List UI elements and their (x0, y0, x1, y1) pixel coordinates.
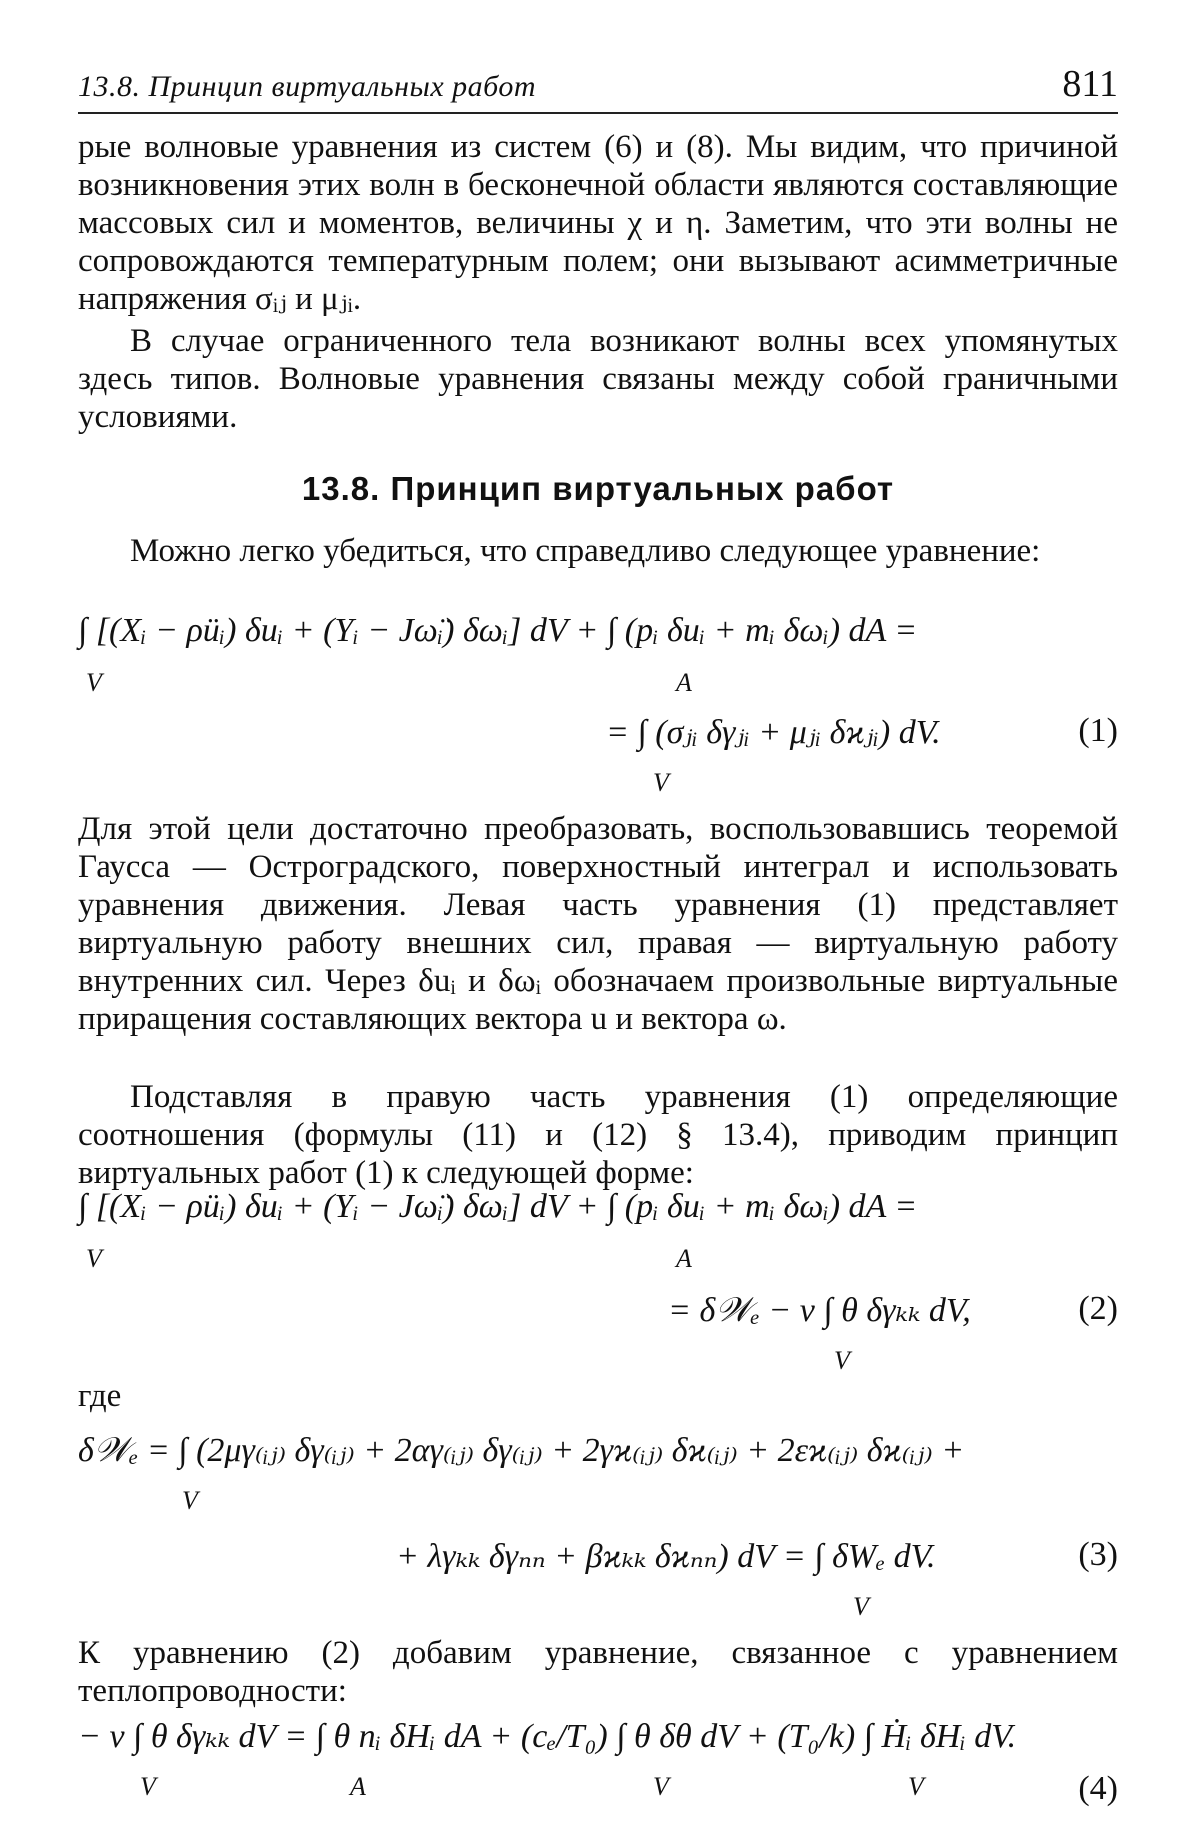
integral-limit: A (350, 1772, 366, 1801)
integral-limit: V (908, 1772, 924, 1801)
section-title: 13.8. Принцип виртуальных работ (301, 470, 895, 507)
paragraph-gauss-theorem (78, 810, 1118, 1038)
equation-number: (2) (1078, 1290, 1118, 1327)
integral-limit: V (86, 1244, 102, 1273)
book-page (78, 0, 1118, 1844)
equation-4: − ν ∫ θ δγₖₖ dV = ∫ θ nᵢ δHᵢ dA + (cₑ/T₀) ∫ θ δθ dV + (T₀/k) ∫ Ḣᵢ δHᵢ dV. (78, 1718, 1017, 1755)
paragraph-text: рые волновые уравнения из систем (6) и (8). Мы видим, что причиной возникновения этих волн в бесконечной области являются составляющие массовых сил и моментов, величины χ и η. Заметим, что эти волны не сопровождаются температурным полем; они вызывают асимметричные напряжения σᵢⱼ и μⱼᵢ. (78, 129, 1118, 317)
paragraph-substitution (78, 1078, 1118, 1192)
equation-number: (3) (1078, 1536, 1118, 1573)
page-header (78, 62, 1118, 114)
running-title: 13.8. Принцип виртуальных работ (78, 70, 537, 103)
integral-limit: V (86, 668, 102, 697)
paragraph-text: К уравнению (2) добавим уравнение, связанное с уравнением теплопроводности: (78, 1635, 1118, 1709)
integral-limit: V (653, 1772, 669, 1801)
paragraph-intro-eq1 (78, 532, 1118, 570)
equation-3-line-2: + λγₖₖ δγₙₙ + βϰₖₖ δϰₙₙ) dV = ∫ δWₑ dV. (396, 1538, 936, 1575)
integral-limit: V (182, 1486, 198, 1515)
equation-number: (1) (1078, 712, 1118, 749)
equation-1-line-2: = ∫ (σⱼᵢ δγⱼᵢ + μⱼᵢ δϰⱼᵢ) dV. (606, 714, 941, 751)
integral-limit: A (676, 1244, 692, 1273)
integral-limit: V (834, 1346, 850, 1375)
word-where: где (78, 1378, 122, 1414)
paragraph-heat-equation (78, 1634, 1118, 1710)
paragraph-text: Можно легко убедиться, что справедливо следующее уравнение: (130, 533, 1041, 569)
paragraph-bounded-body (78, 322, 1118, 436)
equation-1-line-1: ∫ [(Xᵢ − ρüᵢ) δuᵢ + (Yᵢ − Jω̈ᵢ) δωᵢ] dV + ∫ (pᵢ δuᵢ + mᵢ δωᵢ) dA = (78, 612, 918, 649)
equation-3-line-1: δ𝒲ₑ = ∫ (2μγ₍ᵢⱼ₎ δγ₍ᵢⱼ₎ + 2αγ₍ᵢⱼ₎ δγ₍ᵢⱼ₎ + 2γϰ₍ᵢⱼ₎ δϰ₍ᵢⱼ₎ + 2εϰ₍ᵢⱼ₎ δϰ₍ᵢⱼ₎ + (78, 1432, 965, 1469)
integral-limit: A (676, 668, 692, 697)
integral-limit: V (853, 1592, 869, 1621)
paragraph-text: Подставляя в правую часть уравнения (1) определяющие соотношения (формулы (11) и (12) § 13.4), приводим принцип виртуальных работ (1) к следующей форме: (78, 1079, 1118, 1191)
integral-limit: V (653, 768, 669, 797)
paragraph-text: В случае ограниченного тела возникают волны всех упомянутых здесь типов. Волновые уравнения связаны между собой граничными условиями. (78, 323, 1118, 435)
paragraph-text: Для этой цели достаточно преобразовать, воспользовавшись теоремой Гаусса — Остроградского, поверхностный интеграл и использовать уравнения движения. Левая часть уравнения (1) представляет виртуальную работу внешних сил, правая — виртуальную работу внутренних сил. Через δuᵢ и δωᵢ обозначаем произвольные виртуальные приращения составляющих вектора u и вектора ω. (78, 811, 1118, 1037)
equation-2-line-2: = δ𝒲ₑ − ν ∫ θ δγₖₖ dV, (668, 1292, 971, 1329)
paragraph-wave-equations (78, 128, 1118, 318)
integral-limit: V (140, 1772, 156, 1801)
page-number: 811 (1062, 63, 1118, 105)
equation-number: (4) (1078, 1770, 1118, 1807)
equation-2-line-1: ∫ [(Xᵢ − ρüᵢ) δuᵢ + (Yᵢ − Jω̈ᵢ) δωᵢ] dV + ∫ (pᵢ δuᵢ + mᵢ δωᵢ) dA = (78, 1188, 918, 1225)
